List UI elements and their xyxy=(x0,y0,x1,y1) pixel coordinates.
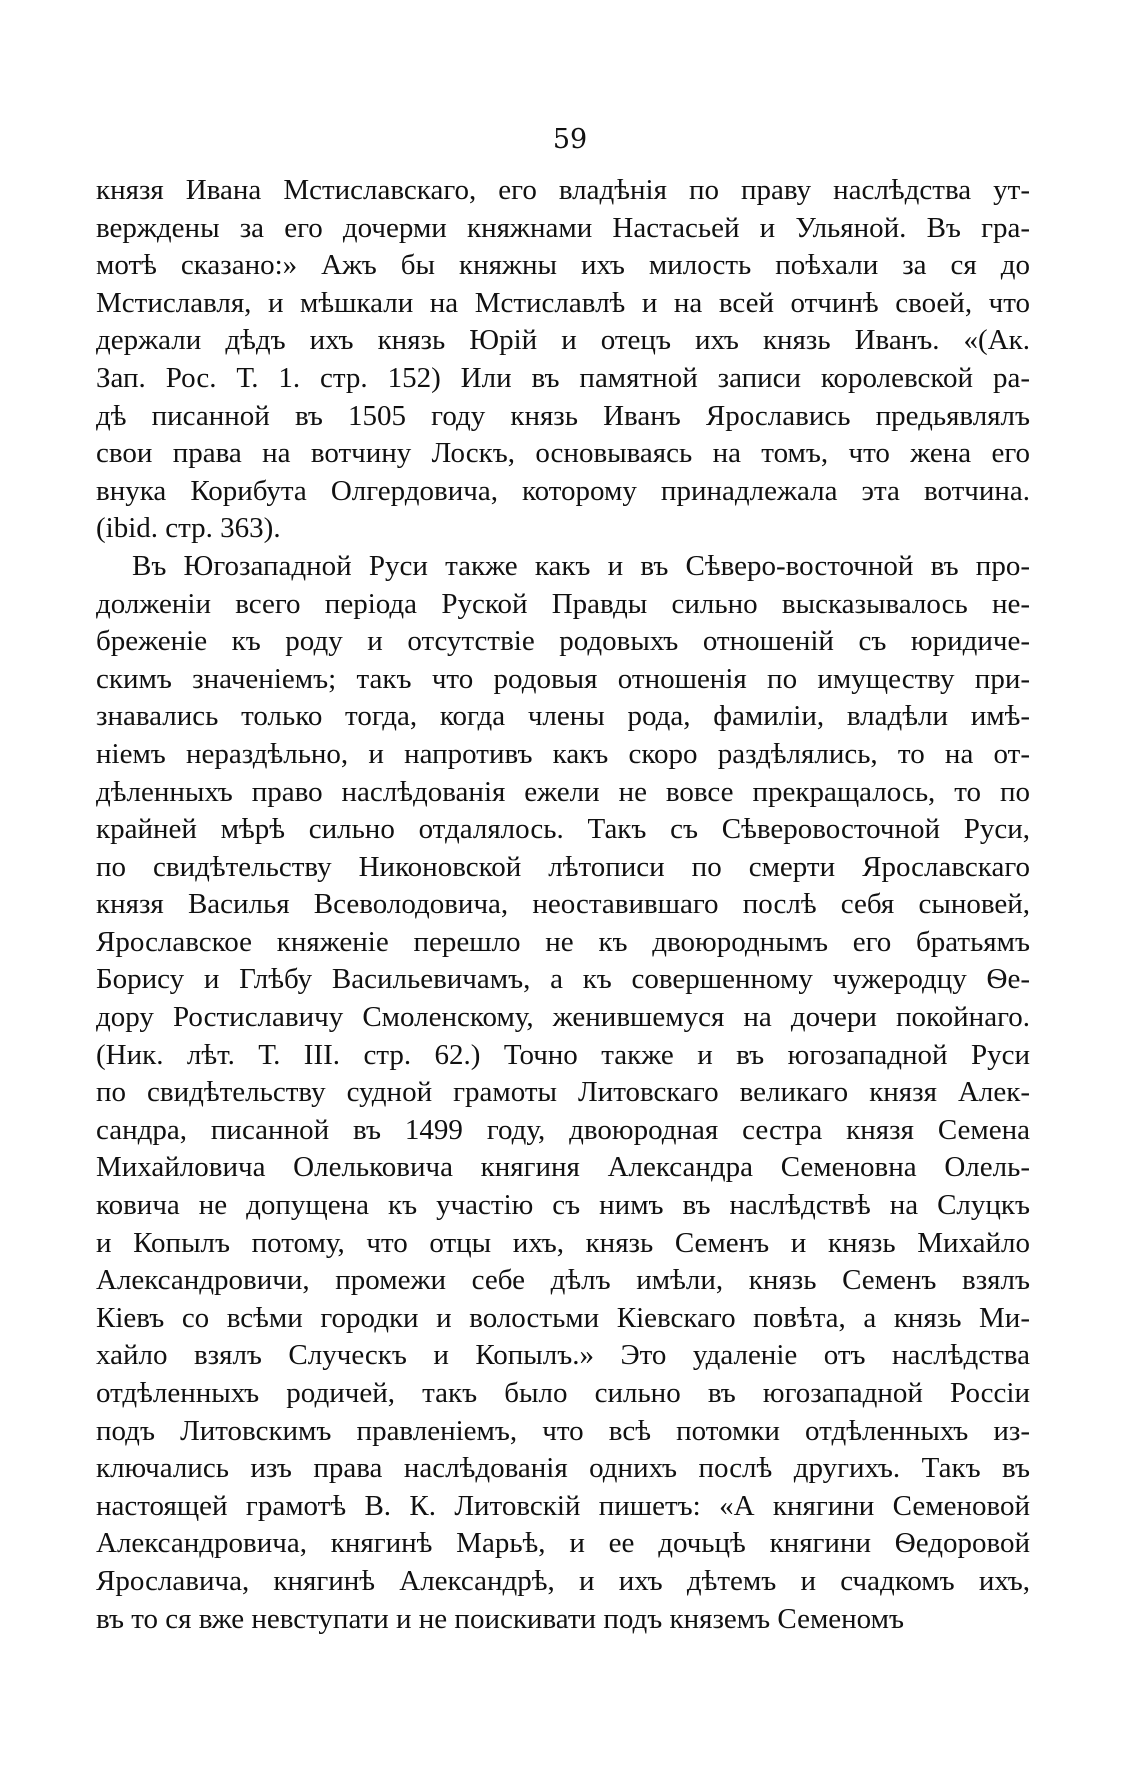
text-line: Кіевъ со всѣми городки и волостьми Кіевскаго повѣта, а князь Ми- xyxy=(96,1301,1030,1334)
text-line: и Копылъ потому, что отцы ихъ, князь Семенъ и князь Михайло xyxy=(96,1226,1030,1259)
text-line: Въ Югозападной Руси также какъ и въ Сѣверо-восточной въ про- xyxy=(132,549,1030,582)
text-line: Михайловича Олельковича княгиня Александра Семеновна Олель- xyxy=(96,1151,1030,1184)
text-line: скимъ значеніемъ; такъ что родовыя отношенія по имуществу при- xyxy=(96,662,1030,695)
text-line: Борису и Глѣбу Васильевичамъ, а къ совершенному чужеродцу Ѳе- xyxy=(96,963,1030,996)
text-line: Зап. Рос. Т. 1. стр. 152) Или въ памятной записи королевской ра- xyxy=(96,361,1030,394)
page-number: 59 xyxy=(552,124,588,155)
text-line: Александровичи, промежи себе дѣлъ имѣли, князь Семенъ взялъ xyxy=(96,1264,1030,1297)
text-line: держали дѣдъ ихъ князь Юрій и отецъ ихъ князь Иванъ. «(Ак. xyxy=(96,324,1030,357)
text-line: по свидѣтельству Никоновской лѣтописи по смерти Ярославскаго xyxy=(96,850,1030,883)
text-line: подъ Литовскимъ правленіемъ, что всѣ потомки отдѣленныхъ из- xyxy=(96,1414,1030,1447)
text-line: ковича не допущена къ участію съ нимъ въ наслѣдствѣ на Слуцкъ xyxy=(96,1189,1030,1222)
text-line: дѣ писанной въ 1505 году князь Иванъ Ярославись предьявлялъ xyxy=(96,399,1030,432)
body-text xyxy=(96,172,1030,1638)
text-line: отдѣленныхъ родичей, такъ было сильно въ югозападной Россіи xyxy=(96,1377,1030,1409)
text-line: Ярославское княженіе перешло не къ двоюроднымъ его братьямъ xyxy=(96,925,1030,958)
text-line: бреженіе къ роду и отсутствіе родовыхъ отношеній съ юридиче- xyxy=(96,625,1030,658)
text-line: (ibid. стр. 363). xyxy=(96,512,281,545)
text-line: знавались только тогда, когда члены рода, фамиліи, владѣли имѣ- xyxy=(96,700,1030,733)
text-line: по свидѣтельству судной грамоты Литовскаго великаго князя Алек- xyxy=(96,1076,1030,1109)
text-line: дору Ростиславичу Смоленскому, женившемуся на дочери покойнаго. xyxy=(96,1001,1030,1034)
text-line: сандра, писанной въ 1499 году, двоюродная сестра князя Семена xyxy=(96,1113,1030,1146)
text-line: хайло взялъ Случескъ и Копылъ.» Это удаленіе отъ наслѣдства xyxy=(96,1339,1030,1372)
text-line: внука Корибута Олгердовича, которому принадлежала эта вотчина. xyxy=(96,474,1030,507)
text-line: настоящей грамотѣ В. К. Литовскій пишетъ: «А княгини Семеновой xyxy=(96,1489,1030,1522)
text-line: мотѣ сказано:» Ажъ бы княжны ихъ милость поѣхали за ся до xyxy=(96,249,1030,282)
text-line: свои права на вотчину Лоскъ, основываясь на томъ, что жена его xyxy=(96,437,1030,470)
text-line: ніемъ нераздѣльно, и напротивъ какъ скоро раздѣлялись, то на от- xyxy=(96,737,1030,770)
text-line: князя Ивана Мстиславскаго, его владѣнія по праву наслѣдства ут- xyxy=(96,174,1030,206)
paragraph xyxy=(96,548,1030,1638)
text-line: ключались изъ права наслѣдованія однихъ послѣ другихъ. Такъ въ xyxy=(96,1452,1030,1485)
paragraph xyxy=(96,172,1030,548)
text-line: крайней мѣрѣ сильно отдалялось. Такъ съ Сѣверовосточной Руси, xyxy=(96,813,1030,846)
text-line: дѣленныхъ право наслѣдованія ежели не вовсе прекращалось, то по xyxy=(96,775,1030,808)
text-line: Александровича, княгинѣ Марьѣ, и ее дочьцѣ княгини Ѳедоровой xyxy=(96,1527,1030,1560)
text-line: въ то ся вже невступати и не поискивати подъ княземъ Семеномъ xyxy=(96,1602,904,1635)
text-line: верждены за его дочерми княжнами Настасьей и Ульяной. Въ гра- xyxy=(96,211,1030,244)
text-line: князя Василья Всеволодовича, неоставившаго послѣ себя сыновей, xyxy=(96,888,1030,921)
text-line: Ярославича, княгинѣ Александрѣ, и ихъ дѣтемъ и счадкомъ ихъ, xyxy=(96,1564,1030,1597)
text-line: (Ник. лѣт. Т. III. стр. 62.) Точно также и въ югозападной Руси xyxy=(96,1038,1030,1071)
text-line: долженіи всего періода Руской Правды сильно высказывалось не- xyxy=(96,587,1030,620)
text-line: Мстиславля, и мѣшкали на Мстиславлѣ и на всей отчинѣ своей, что xyxy=(96,286,1030,319)
